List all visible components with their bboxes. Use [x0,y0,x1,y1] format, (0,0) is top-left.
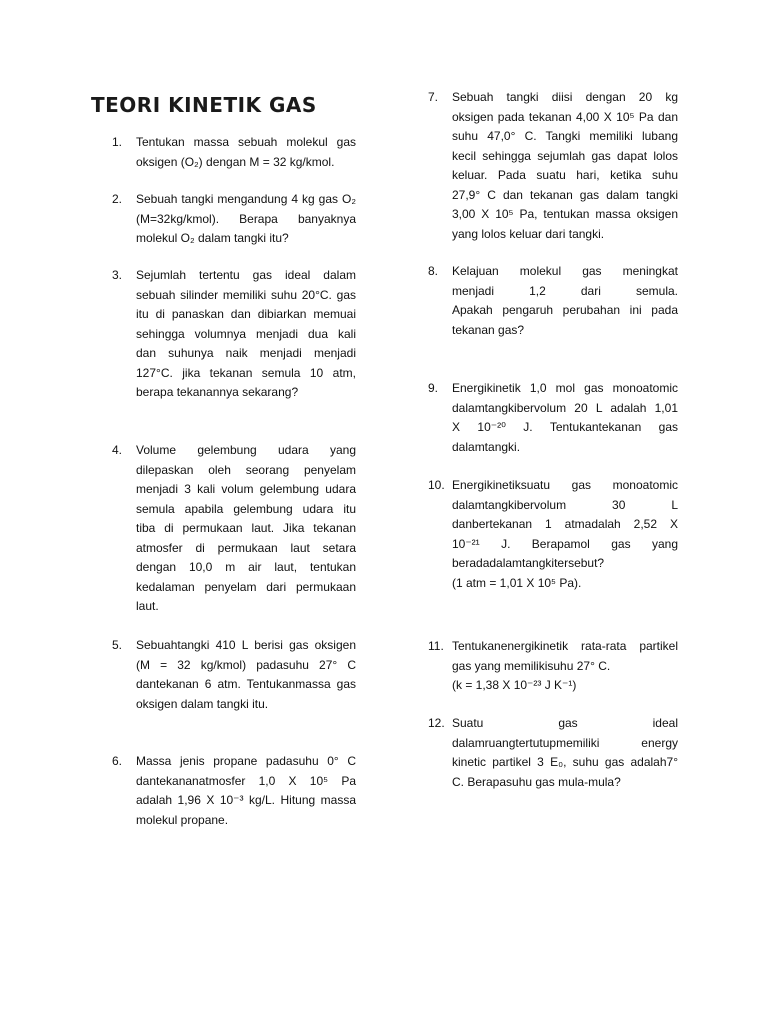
question-6 [112,752,356,830]
question-text-line: Sebuah tangki mengandung 4 kg gas O₂ [136,192,356,206]
question-text-line: 3,00 X 10⁵ Pa, tentukan massa oksigen [452,207,678,221]
question-text-line: dan suhunya naik menjadi menjadi [136,346,356,360]
question-4 [112,441,356,617]
question-text-line: Tentukan massa sebuah molekul gas [136,135,356,149]
question-text-line: C. Berapasuhu gas mula-mula? [452,774,621,789]
question-number: 11. [428,639,444,653]
question-number: 10. [428,478,445,492]
question-number: 9. [428,381,439,395]
question-text-line: semula apabila gelembung udara itu [136,501,356,516]
question-text-line: Tentukanenergikinetik rata-rata partikel [452,639,678,653]
question-text-line: dalamtangkibervolum 30 L [452,497,678,512]
question-text-line: (k = 1,38 X 10⁻²³ J K⁻¹) [452,678,577,692]
question-number: 12. [428,716,445,730]
question-text-line: oksigen (O₂) dengan M = 32 kg/kmol. [136,154,335,169]
question-10 [428,476,678,593]
question-text-line: 127°C. jika tekanan semula 10 atm, [136,365,356,380]
question-text-line: kinetic partikel 3 E₀, suhu gas adalah7° [452,755,678,769]
question-number: 3. [112,268,123,282]
question-3 [112,266,356,403]
question-text-line: Apakah pengaruh perubahan ini pada [452,303,678,317]
question-8 [428,262,678,340]
question-2 [112,190,356,249]
question-number: 6. [112,754,123,768]
question-text-line: beradadalamtangkitersebut? [452,556,605,570]
question-text-line: 10⁻²¹ J. Berapamol gas yang [452,536,678,551]
question-text-line: danbertekanan 1 atmadalah 2,52 X [452,517,678,531]
question-text-line: berapa tekanannya sekarang? [136,385,299,399]
question-text-line: tiba di permukaan laut. Jika tekanan [136,521,356,535]
question-12 [428,714,678,792]
question-text-line: dilepaskan oleh seorang penyelam [136,462,356,477]
page-title: TEORI KINETIK GAS [91,93,317,117]
question-text-line: oksigen dalam tangki itu. [136,696,269,711]
question-text-line: itu di panaskan dan dibiarkan memuai [136,307,356,321]
question-text-line: keluar. Pada suatu hari, ketika suhu [452,168,678,182]
question-number: 8. [428,264,439,278]
question-text-line: Sebuah tangki diisi dengan 20 kg [452,90,678,104]
question-5 [112,636,356,714]
question-text-line: Energikinetik 1,0 mol gas monoatomic [452,381,678,395]
question-9 [428,379,678,457]
question-text-line: kecil sehingga sejumlah gas dapat lolos [452,148,678,163]
question-text-line: X 10⁻²⁰ J. Tentukantekanan gas [452,420,678,434]
question-text-line: Sejumlah tertentu gas ideal dalam [136,268,356,282]
question-number: 5. [112,638,123,652]
question-text-line: Suatu gas ideal [452,716,678,730]
question-text-line: Massa jenis propane padasuhu 0° C [136,754,356,768]
question-text-line: dalamtangkibervolum 20 L adalah 1,01 [452,400,678,415]
question-text-line: dalamtangki. [452,439,521,454]
question-text-line: Energikinetiksuatu gas monoatomic [452,478,678,492]
question-text-line: suhu 47,0° C. Tangki memiliki lubang [452,129,678,143]
question-text-line: Sebuahtangki 410 L berisi gas oksigen [136,638,356,652]
question-text-line: dantekanan 6 atm. Tentukanmassa gas [136,677,356,691]
question-text-line: (M = 32 kg/kmol) padasuhu 27° C [136,657,356,672]
question-11 [428,637,678,696]
question-text-line: (M=32kg/kmol). Berapa banyaknya [136,211,356,226]
question-text-line: molekul O₂ dalam tangki itu? [136,231,289,245]
question-text-line: kedalaman penyelam dari permukaan [136,579,356,594]
question-text-line: yang lolos keluar dari tangki. [452,226,605,241]
question-text-line: 27,9° C dan tekanan gas dalam tangki [452,187,678,202]
question-text-line: menjadi 3 kali volum gelembung udara [136,482,356,496]
question-text-line: Volume gelembung udara yang [136,443,356,457]
question-text-line: sehingga volumnya menjadi dua kali [136,326,356,341]
question-text-line: dengan 10,0 m air laut, tentukan [136,560,356,574]
question-text-line: sebuah silinder memiliki suhu 20°C. gas [136,287,356,302]
question-1 [112,133,356,172]
question-7 [428,88,678,244]
question-text-line: atmosfer di permukaan laut setara [136,540,356,555]
question-number: 1. [112,135,123,149]
question-text-line: dalamruangtertutupmemiliki energy [452,735,678,750]
question-text-line: (1 atm = 1,01 X 10⁵ Pa). [452,575,582,590]
question-text-line: gas yang memilikisuhu 27° C. [452,658,611,673]
question-text-line: laut. [136,599,159,613]
question-number: 4. [112,443,123,457]
question-number: 2. [112,192,123,206]
question-text-line: dantekananatmosfer 1,0 X 10⁵ Pa [136,773,356,788]
question-text-line: tekanan gas? [452,322,525,337]
question-text-line: Kelajuan molekul gas meningkat [452,264,678,278]
question-text-line: oksigen pada tekanan 4,00 X 10⁵ Pa dan [452,109,678,124]
question-text-line: menjadi 1,2 dari semula. [452,283,678,298]
question-number: 7. [428,90,439,104]
question-text-line: adalah 1,96 X 10⁻³ kg/L. Hitung massa [136,793,356,807]
question-text-line: molekul propane. [136,812,229,827]
